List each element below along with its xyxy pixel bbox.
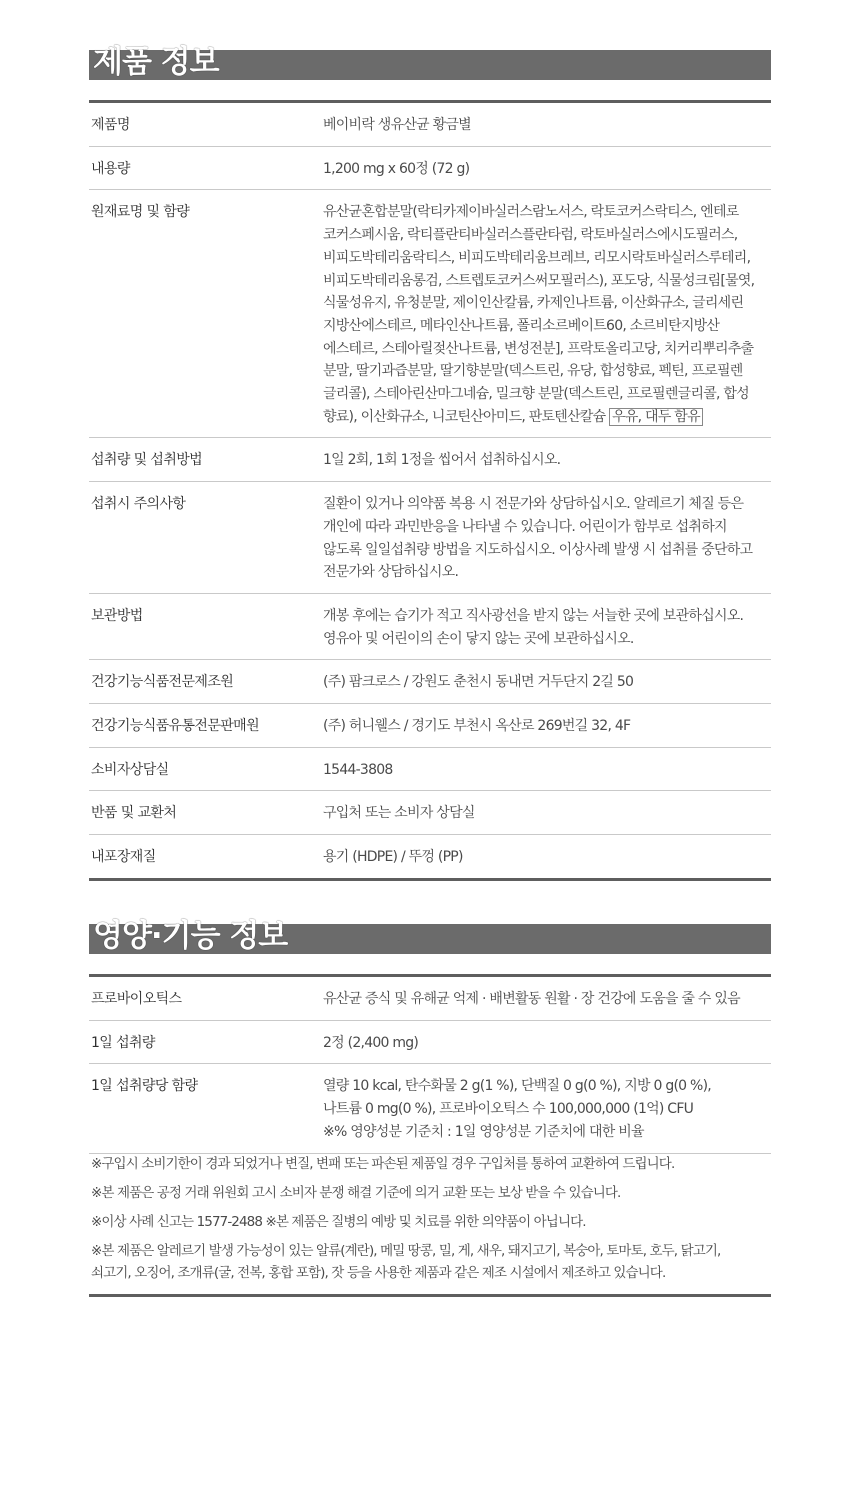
nutrition-info-table: [89, 974, 771, 1154]
row-label: 원재료명 및 함량: [91, 204, 190, 221]
row-value: 1,200 mg x 60정 (72 g): [323, 160, 470, 177]
row-value: 개봉 후에는 습기가 적고 직사광선을 받지 않는 서늘한 곳에 보관하십시오. 영유아 및 어린이의 손이 닿지 않는 곳에 보관하십시오.: [323, 607, 744, 647]
row-value: 유산균 증식 및 유해균 억제 · 배변활동 원활 · 장 건강에 도움을 줄 수 있음: [323, 991, 740, 1007]
product-info-header: [89, 44, 771, 80]
table-row-distributor: [89, 704, 771, 748]
product-info-table: [89, 100, 771, 881]
row-value: 질환이 있거나 의약품 복용 시 전문가와 상담하십시오. 알레르기 체질 등은 개인에 따라 과민반응을 나타낼 수 있습니다. 어린이가 함부로 섭취하지 않도록 일일섭취량 방법을 지도하십시오. 이상사례 발생 시 섭취를 중단하고 전문가와 상담하십시오.: [323, 496, 753, 581]
row-label: 보관방법: [91, 607, 143, 624]
row-label: 내포장재질: [91, 849, 156, 866]
row-value: 1544-3808: [323, 761, 393, 778]
row-value: 구입처 또는 소비자 상담실: [323, 805, 475, 822]
row-value: [323, 201, 771, 428]
table-row-content-amount: [89, 147, 771, 191]
notice-item: ※본 제품은 공정 거래 위원회 고시 소비자 분쟁 해결 기준에 의거 교환 또는 보상 받을 수 있습니다.: [91, 1185, 621, 1201]
row-label: 프로바이오틱스: [91, 991, 182, 1007]
table-row-intake-method: [89, 438, 771, 482]
table-row-daily-content: [89, 1064, 771, 1152]
notice-list: [89, 1146, 771, 1297]
product-info-title: 제품 정보: [93, 44, 219, 80]
row-label: 제품명: [91, 117, 130, 133]
row-value: (주) 팜크로스 / 강원도 춘천시 동내면 거두단지 2길 50: [323, 674, 634, 691]
table-row-packaging: [89, 835, 771, 878]
nutrition-info-title: 영양·기능 정보: [93, 918, 288, 954]
table-row-manufacturer: [89, 660, 771, 704]
row-value: 열량 10 kcal, 탄수화물 2 g(1 %), 단백질 0 g(0 %), 지방 0 g(0 %), 나트륨 0 mg(0 %), 프로바이오틱스 수 100,000,000 (1억) CFU ※% 영양성분 기준치 : 1일 영양성분 기준치에 대한 비율: [323, 1078, 711, 1140]
row-value: 2정 (2,400 mg): [323, 1034, 419, 1051]
row-label: 건강기능식품전문제조원: [91, 674, 234, 691]
table-row-precautions: [89, 482, 771, 594]
ingredients-text: 유산균혼합분말(락티카제이바실러스람노서스, 락토코커스락티스, 엔테로 코커스페시움, 락티플란티바실러스플란타럼, 락토바실러스에시도필러스, 비피도박테리움락티스, 비피도박테리움브레브, 리모시락토바실러스루테리, 비피도박테리움롱검, 스트렙토코커스써모필러스), 포도당, 식물성크림[물엿, 식물성유지, 유청분말, 제이인산칼륨, 카제인나트륨, 이산화규소, 글리세린 지방산에스테르, 메타인산나트륨, 폴리소르베이트60, 소르비탄지방산 에스테르, 스테아릴젖산나트륨, 변성전분], 프락토올리고당, 치커리뿌리추출 분말, 딸기과즙분말, 딸기향분말(덱스트린, 유당, 합성향료, 펙틴, 프로필렌 글리콜), 스테아린산마그네슘, 밀크향 분말(덱스트린, 프로필렌글리콜, 합성 향료), 이산화규소, 니코틴산아미드, 판토텐산칼슘: [323, 204, 755, 425]
table-row-daily-intake: [89, 1021, 771, 1065]
row-value: 베이비락 생유산균 황금별: [323, 117, 471, 133]
table-row-returns: [89, 791, 771, 835]
notice-item: ※구입시 소비기한이 경과 되었거나 변질, 변패 또는 파손된 제품일 경우 구입처를 통하여 교환하여 드립니다.: [91, 1156, 675, 1172]
row-label: 1일 섭취량당 함량: [91, 1078, 198, 1095]
row-label: 소비자상담실: [91, 761, 169, 778]
notice-item: ※이상 사례 신고는 1577-2488 ※본 제품은 질병의 예방 및 치료를 위한 의약품이 아닙니다.: [91, 1214, 586, 1230]
row-value: 용기 (HDPE) / 뚜껑 (PP): [323, 849, 463, 866]
nutrition-info-header: [89, 918, 771, 954]
table-row-probiotics: [89, 977, 771, 1021]
table-row-ingredients: [89, 190, 771, 438]
row-value: 1일 2회, 1회 1정을 씹어서 섭취하십시오.: [323, 452, 561, 469]
row-label: 섭취시 주의사항: [91, 496, 186, 513]
table-row-storage: [89, 594, 771, 660]
row-label: 건강기능식품유통전문판매원: [91, 718, 260, 735]
row-label: 내용량: [91, 160, 130, 177]
row-label: 반품 및 교환처: [91, 805, 177, 822]
allergen-badge: 우유, 대두 함유: [609, 408, 703, 426]
row-label: 1일 섭취량: [91, 1034, 155, 1051]
table-row-consumer-center: [89, 748, 771, 792]
row-label: 섭취량 및 섭취방법: [91, 452, 203, 469]
notice-item: ※본 제품은 알레르기 발생 가능성이 있는 알류(계란), 메밀 땅콩, 밀, 게, 새우, 돼지고기, 복숭아, 토마토, 호두, 닭고기, 쇠고기, 오징어, 조개류(굴, 전복, 홍합 포함), 잣 등을 사용한 제품과 같은 제조 시설에서 제조하고 있습니다.: [91, 1243, 721, 1281]
table-row-product-name: [89, 103, 771, 147]
row-value: (주) 허니웰스 / 경기도 부천시 옥산로 269번길 32, 4F: [323, 718, 631, 735]
